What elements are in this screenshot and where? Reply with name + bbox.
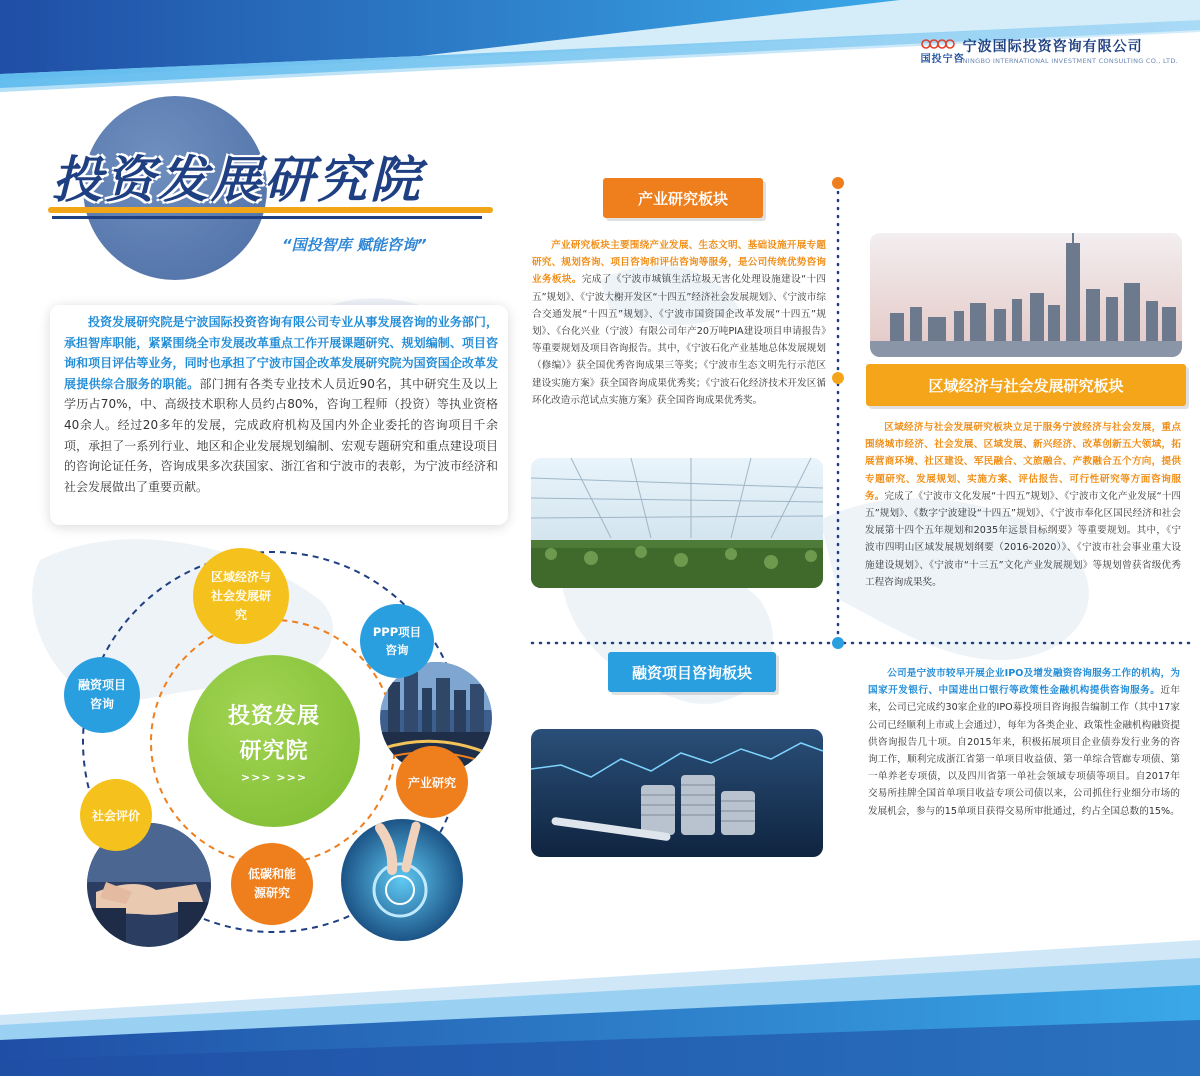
- company-name-cn: 宁波国际投资咨询有限公司: [962, 38, 1143, 55]
- region-text: [865, 419, 1181, 591]
- region-highlight: 区域经济与社会发展研究板块立足于服务宁波经济与社会发展，重点围绕城市经济、社会发展、区域发展、新兴经济、改革创新五大领域，拓展营商环境、社区建设、军民融合、文旅融合、产教融合五个方向，提供专题研究、发展规划、实施方案、评估报告、可行性研究等方面咨询服务。: [865, 422, 1181, 502]
- finance-highlight: 公司是宁波市较早开展企业IPO及增发融资咨询服务工作的机构，为国家开发银行、中国进出口银行等政策性金融机构提供咨询服务。: [868, 668, 1180, 697]
- finance-text: [868, 665, 1180, 820]
- photo-city-skyline: [870, 233, 1182, 357]
- connector-dot-blue: [832, 637, 844, 649]
- connector-dot-amber: [832, 372, 844, 384]
- finance-body: 近年来，公司已完成约30家企业的IPO募投项目咨询报告编制工作（其中17家公司已经顺利上市或上会通过），每年为各类企业、政策性金融机构融资提供咨询报告几十项。自2015年来，积极拓展项目企业债券发行业务的咨询工作，顺利完成浙江省第一单项目收益债、第一单综合管廊专项债、第一单养老专项债，以及四川省第一单社会领域专项债等项目。自2017年交易所挂牌全国首单项目收益专项公司债以来，公司抓住行业细分市场的发展机会，参与的15单项目获得交易所审批通过，约占全国总数的15%。: [868, 685, 1181, 817]
- photo-coins-chart: [531, 729, 823, 857]
- node-social: 社会评价: [80, 779, 152, 851]
- industry-body: 完成了《宁波市城镇生活垃圾无害化处理设施建设“十四五”规划》、《宁波大榭开发区“十四五”经济社会发展规划》、《宁波市综合交通发展“十四五”规划》、《宁波市国资国企改革发展“十四五”规划》、《台化兴业（宁波）有限公司年产20万吨PIA建设项目申请报告》等重要规划及项目咨询报告。其中，《宁波石化产业基地总体发展规划（修编）》获全国优秀咨询成果三等奖；《宁波市生态文明先行示范区建设实施方案》获全国咨询成果优秀奖；《宁波石化经济技术开发区循环化改造示范试点实施方案》获全国咨询成果优秀奖。: [532, 274, 826, 406]
- node-ppp: PPP项目咨询: [360, 604, 434, 678]
- center-line1: 投资发展: [227, 703, 320, 729]
- slogan: “国投智库 赋能咨询”: [282, 236, 427, 254]
- photo-greenhouse: [531, 458, 823, 588]
- center-arrows: >>> >>>: [240, 770, 308, 784]
- node-region: 区域经济与社会发展研究: [193, 548, 289, 644]
- industry-text: [532, 237, 826, 409]
- region-body: 完成了《宁波市文化发展“十四五”规划》、《宁波市文化产业发展“十四五”规划》、《数字宁波建设“十四五”规划》、《宁波市奉化区国民经济和社会发展第十四个五年规划和2035年远景目标纲要》等重要规划。其中，《宁波市四明山区域发展规划纲要（2016-2020）》、《宁波市社会事业重大设施建设规划》、《宁波市“十三五”文化产业发展规划》等规划曾获省级优秀工程咨询成果奖。: [865, 490, 1181, 588]
- connector-dot-orange: [832, 177, 844, 189]
- intro-highlight: 投资发展研究院是宁波国际投资咨询有限公司专业从事发展咨询的业务部门，承担智库职能，紧紧围绕全市发展改革重点工作开展课题研究、规划编制、项目咨询和项目评估等业务，同时也承担了宁波市国企改革发展研究院为国资国企改革发展提供综合服务的职能。: [64, 315, 498, 391]
- node-financing: 融资项目咨询: [64, 657, 140, 733]
- logo-mark-text: 国投宁咨: [920, 54, 965, 65]
- page-title: 投资发展研究院: [52, 151, 423, 209]
- intro-body: 部门拥有各类专业技术人员近90名，其中研究生及以上学历占70%，中、高级技术职称人员约占80%，咨询工程师（投资）等执业资格40余人。经过20多年的发展，完成政府机构及国内外企业委托的咨询项目千余项，承担了一系列行业、地区和企业发展规划编制、宏观专题研究和重点建设项目的咨询论证任务，咨询成果多次获国家、浙江省和宁波市的表彰，为宁波市经济和社会发展做出了重要贡献。: [64, 376, 498, 494]
- node-industry: 产业研究: [396, 746, 468, 818]
- tag-region: 区域经济与社会发展研究板块: [866, 364, 1186, 406]
- node-carbon: 低碳和能源研究: [231, 843, 313, 925]
- center-line2: 研究院: [239, 738, 309, 764]
- industry-highlight: 产业研究板块主要围绕产业发展、生态文明、基础设施开展专题研究、规划咨询、项目咨询和评估咨询等服务，是公司传统优势咨询业务板块。: [532, 240, 826, 286]
- company-name-en: NINGBO INTERNATIONAL INVESTMENT CONSULTING CO., LTD.: [962, 56, 1178, 65]
- tag-industry: 产业研究板块: [603, 178, 763, 218]
- tag-finance: 融资项目咨询板块: [608, 652, 776, 692]
